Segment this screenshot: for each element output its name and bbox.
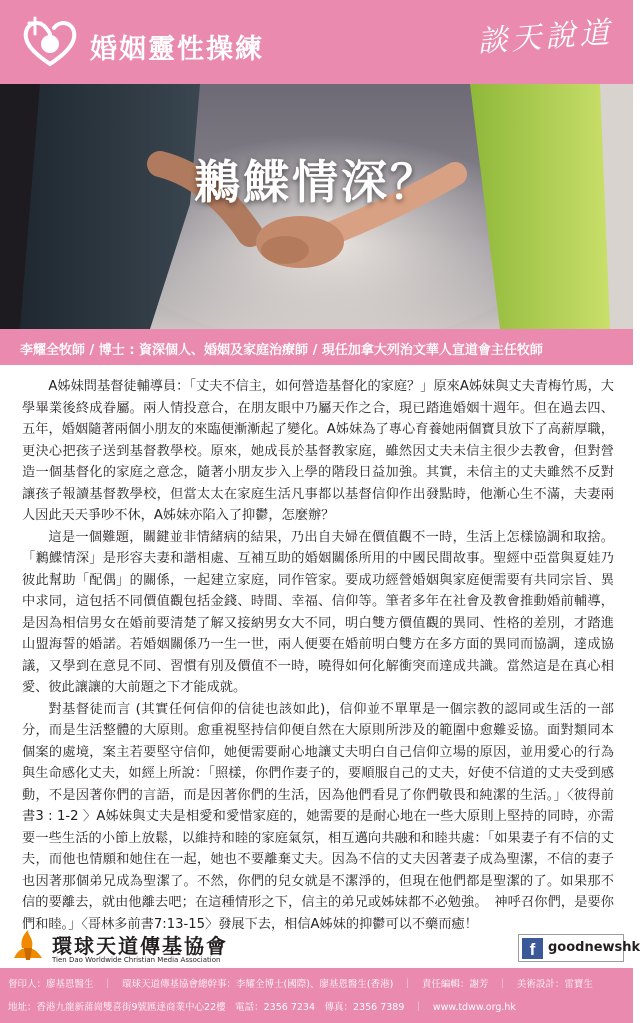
facebook-icon: f [522, 938, 543, 959]
colophon [0, 968, 633, 1023]
publisher-brand [8, 928, 268, 968]
publisher-name: 環球天道傳基協會 [52, 934, 228, 958]
facebook-handle: goodnewshk [548, 940, 640, 955]
torch-flame-logo-icon [8, 928, 48, 962]
article-body [22, 376, 614, 932]
hero-banner [0, 84, 633, 329]
article-paragraph: 這是一個難題，關鍵並非情緒病的結果，乃出自夫婦在價值觀不一時，生活上怎樣協調和取捨。「鶼鰈情深」是形容夫妻和諧相處、互補互助的婚姻關係所用的中國民間故事。聖經中亞當與夏娃乃彼此幫助「配偶」的關係，一起建立家庭，同作管家。要成功經營婚姻與家庭便需要有共同宗旨、異中求同，這包括不同價值觀包括金錢、時間、幸福、信仰等。筆者多年在社會及教會推動婚前輔導，是因為相信男女在婚前要清楚了解又接納男女大不同，明白雙方價值觀的異同、性格的差別，才踏進山盟海誓的婚諾。若婚姻關係乃一生一世，兩人便要在婚前明白雙方在多方面的異同而協調，達成協議，又學到在意見不同、習慣有別及價值不一時，曉得如何化解衝突而達成共識。當然這是在真心相愛、彼此讓讓的大前題之下才能成就。 [22, 529, 614, 695]
publisher-name-english: Tien Dao Worldwide Christian Media Association [52, 956, 221, 964]
heart-cross-logo-icon [22, 14, 78, 68]
facebook-link[interactable] [518, 934, 640, 962]
article-title: 鶼鰈情深？ [194, 155, 439, 209]
author-byline: 李耀全牧師 / 博士 : 資深個人、婚姻及家庭治療師 / 現任加拿大列治文華人宣道會主任牧師 [0, 329, 633, 365]
article-paragraph: A姊妹問基督徒輔導員：「丈夫不信主，如何營造基督化的家庭？」原來A姊妹與丈夫青梅竹馬，大學畢業後終成眷屬。兩人情投意合，在朋友眼中乃屬天作之合，現已踏進婚姻十週年。但在過去四、五年，婚姻隨著兩個小朋友的來臨便漸漸起了變化。A姊妹為了專心育養她兩個寶貝放下了高薪厚職，更決心把孩子送到基督教學校。原來，她成長於基督教家庭，雖然因丈夫未信主很少去教會，但對營造一個基督化的家庭之意念，隨著小朋友步入上學的階段日益加強。其實，未信主的丈夫雖然不反對讓孩子報讀基督教學校，但當太太在家庭生活凡事都以基督信仰作出發點時，他漸心生不滿，夫妻兩人因此天天爭吵不休，A姊妹亦陷入了抑鬱，怎麼辦？ [22, 379, 614, 523]
series-title: 談天說道 [476, 15, 615, 60]
article-paragraph: 對基督徒而言 (其實任何信仰的信徒也該如此)，信仰並不單單是一個宗教的認同或生活的一部分，而是生活整體的大原則。愈重視堅持信仰便自然在大原則所涉及的範圍中愈難妥協。面對類同本個案的處境，案主若要堅守信仰，她便需要耐心地讓丈夫明白自己信仰立場的原因，並用愛心的行為與生命感化丈夫，如經上所說：「照樣，你們作妻子的，要順服自己的丈夫，好使不信道的丈夫受到感動，不是因著你們的言語，而是因著你們的生活，因為他們看見了你們敬畏和純潔的生活。」〈彼得前書3 : 1-2 〉A姊妹與丈夫是相愛和愛惜家庭的，她需要的是耐心地在一些大原則上堅持的同時，亦需要一些生活的小節上放鬆，以維持和睦的家庭氣氛，相互邁向共融和和睦共處：「如果妻子有不信的丈夫，而他也情願和她住在一起，她也不要離棄丈夫。因為不信的丈夫因著妻子成為聖潔，不信的妻子也因著那個弟兄成為聖潔了。不然，你們的兒女就是不潔淨的，但現在他們都是聖潔的了。如果那不信的要離去，就由他離去吧；在這種情形之下，信主的弟兄或姊妹都不必勉強。 神呼召你們，是要你們和睦。」〈哥林多前書7:13-15〉發展下去，相信A姊妹的抑鬱可以不藥而癒！ [22, 701, 614, 932]
credits-line: 督印人：廖基恩醫生 ｜ 環球天道傳基協會總幹事：李耀全博士(國際)、廖基恩醫生(香港) ｜ 責任編輯：謝芳 ｜ 美術設計：雷寶生 [8, 979, 593, 990]
masthead [0, 0, 633, 84]
address-line: 地址：香港九龍新蒲崗雙喜街9號匯達商業中心22樓 電話：2356 7234 傳真：2356 7389 ｜ www.tdww.org.hk [8, 1002, 516, 1013]
column-title: 婚姻靈性操練 [90, 34, 264, 65]
